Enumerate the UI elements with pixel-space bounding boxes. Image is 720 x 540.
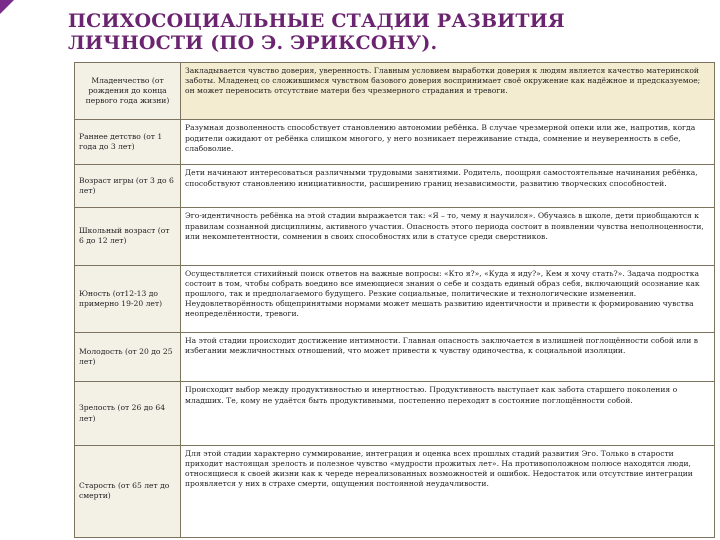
description-cell: Дети начинают интересоваться различными трудовыми занятиями. Родитель, поощряя самостоятельные начинания ребёнка, способствуют становлению инициативности, расширению границ независимости, развитию творческих способностей. bbox=[181, 165, 715, 208]
table-row bbox=[75, 63, 715, 120]
stage-cell: Зрелость (от 26 до 64 лет) bbox=[75, 382, 181, 445]
stages-table bbox=[74, 62, 714, 538]
description-cell: Осуществляется стихийный поиск ответов на важные вопросы: «Кто я?», «Куда я иду?», Кем я хочу стать?». Задача подростка состоит в том, чтобы собрать воедино все имеющиеся знания о себе и создать единый образ себя, включающий осознание как прошлого, так и предполагаемого будущего. Резкие социальные, политические и технологические изменения. Неудовлетворённость общепринятыми нормами может мешать развитию идентичности и привести к формированию чувства неопределённости, тревоги. bbox=[181, 265, 715, 333]
description-cell: Разумная дозволенность способствует становлению автономии ребёнка. В случае чрезмерной опеки или же, напротив, когда родители ожидают от ребёнка слишком многого, у него возникает переживание стыда, сомнение и неуверенность в себе, слабоволие. bbox=[181, 120, 715, 165]
description-cell: На этой стадии происходит достижение интимности. Главная опасность заключается в излишней поглощённости собой или в избегании межличностных отношений, что может привести к чувству одиночества, к социальной изоляции. bbox=[181, 333, 715, 382]
stage-cell: Старость (от 65 лет до смерти) bbox=[75, 445, 181, 537]
description-cell: Для этой стадии характерно суммирование, интеграция и оценка всех прошлых стадий развития Эго. Только в старости приходит настоящая зрелость и полезное чувство «мудрости прожитых лет». На противоположном полюсе находятся люди, относящиеся к своей жизни как к череде нереализованных возможностей и ошибок. Недостаток или отсутствие интеграции проявляется у них в страхе смерти, ощущения постоянной неудачливости. bbox=[181, 445, 715, 537]
description-cell: Закладывается чувство доверия, уверенность. Главным условием выработки доверия к людям является качество материнской заботы. Младенец со сложившимся чувством базового доверия воспринимает своё окружение как надёжное и предсказуемое; он может переносить отсутствие матери без чрезмерного страдания и тревоги. bbox=[181, 63, 715, 120]
stage-cell: Младенчество (от рождения до конца первого года жизни) bbox=[75, 63, 181, 120]
stage-cell: Школьный возраст (от 6 до 12 лет) bbox=[75, 208, 181, 265]
table-row bbox=[75, 265, 715, 333]
stage-cell: Молодость (от 20 до 25 лет) bbox=[75, 333, 181, 382]
description-cell: Происходит выбор между продуктивностью и инертностью. Продуктивность выступает как забота старшего поколения о младших. Те, кому не удаётся быть продуктивными, постепенно переходят в состояние поглощённости собой. bbox=[181, 382, 715, 445]
table-row bbox=[75, 445, 715, 537]
description-cell: Эго-идентичность ребёнка на этой стадии выражается так: «Я – то, чему я научился». Обучаясь в школе, дети приобщаются к правилам сознанной дисциплины, активного участия. Опасность этого периода состоит в появлении чувства неполноценности, или некомпетентности, сомнения в своих способностях или в статусе среди сверстников. bbox=[181, 208, 715, 265]
stage-cell: Юность (от12-13 до примерно 19-20 лет) bbox=[75, 265, 181, 333]
table-row bbox=[75, 333, 715, 382]
table-row bbox=[75, 120, 715, 165]
table-row bbox=[75, 165, 715, 208]
page-title: ПСИХОСОЦИАЛЬНЫЕ СТАДИИ РАЗВИТИЯ ЛИЧНОСТИ (ПО Э. ЭРИКСОНУ). bbox=[68, 10, 565, 54]
corner-accent bbox=[0, 0, 14, 14]
table-row bbox=[75, 382, 715, 445]
stage-cell: Раннее детство (от 1 года до 3 лет) bbox=[75, 120, 181, 165]
stage-cell: Возраст игры (от 3 до 6 лет) bbox=[75, 165, 181, 208]
table-row bbox=[75, 208, 715, 265]
